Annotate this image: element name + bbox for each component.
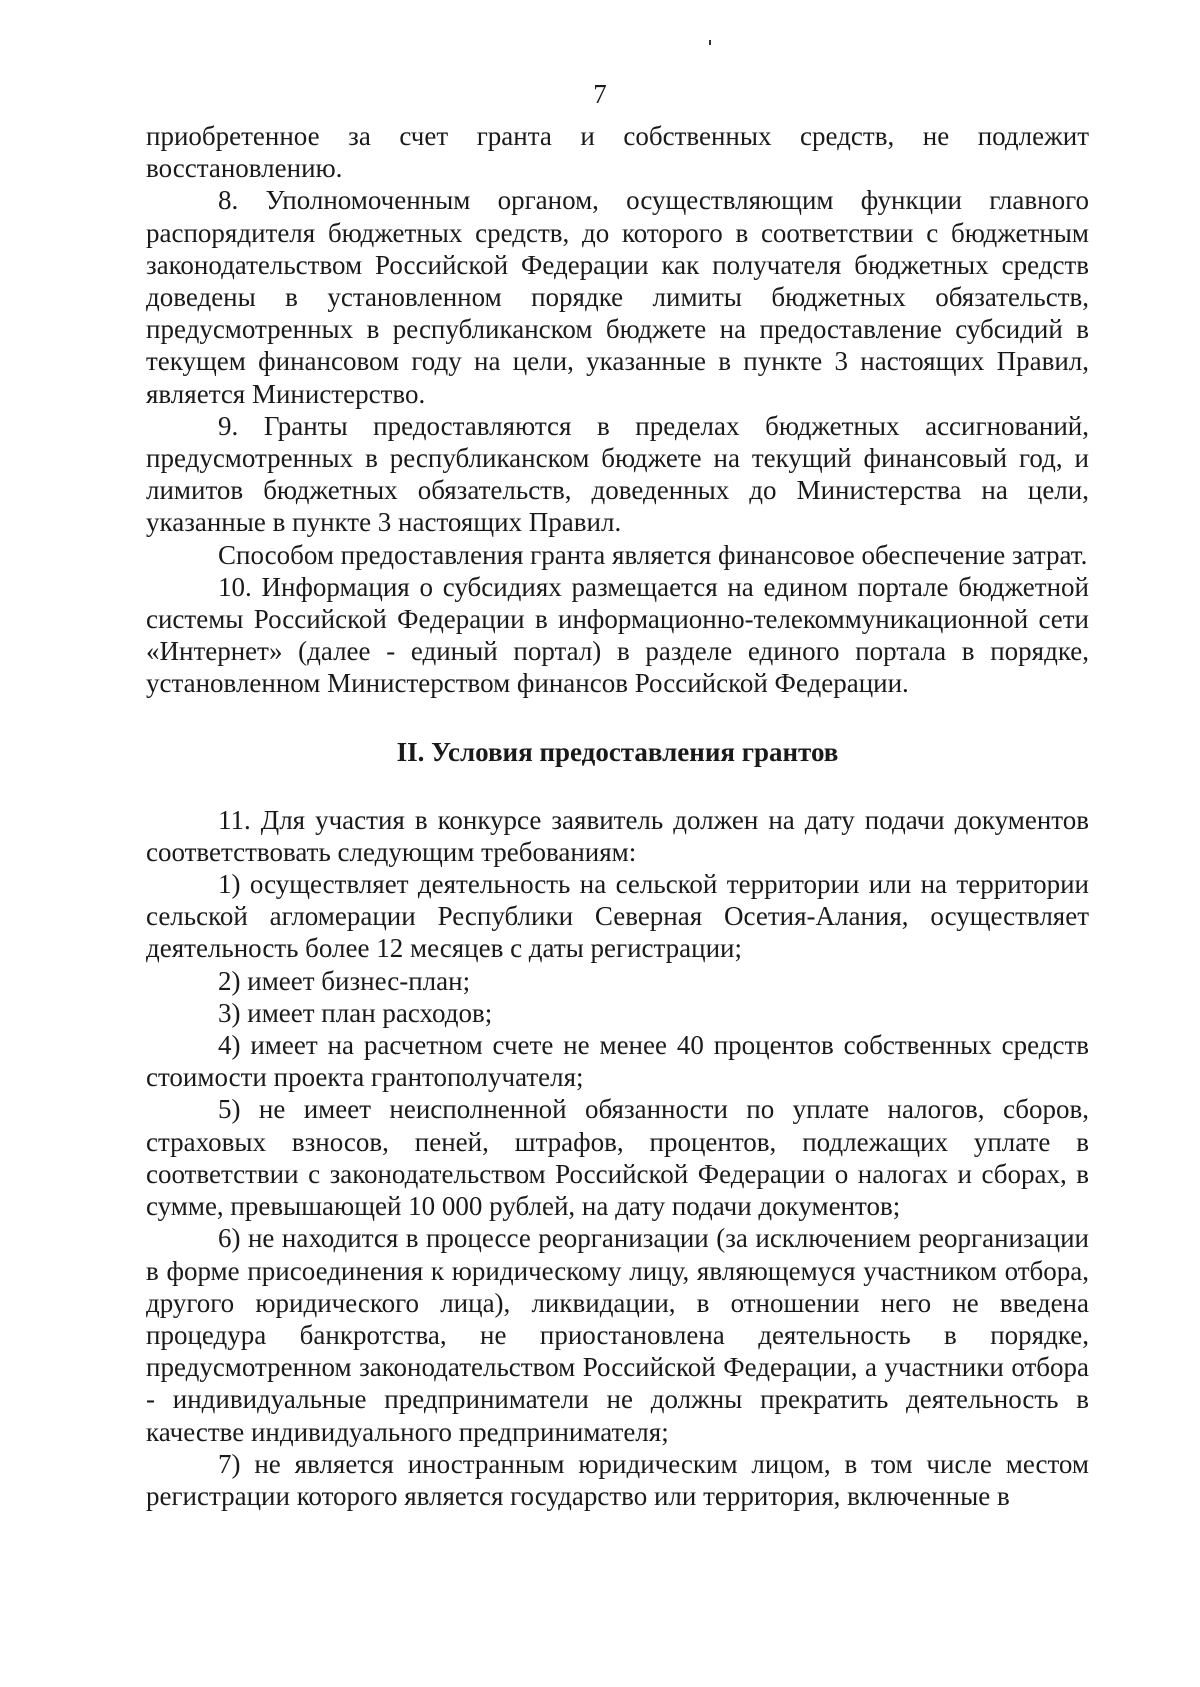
- paragraph-item-10: 10. Информация о субсидиях размещается на едином портале бюджетной системы Российской Федерации в информационно-телекоммуникационной сети «Интернет» (далее - единый портал) в разделе единого портала в порядке, установленном Министерством финансов Российской Федерации.: [146, 571, 1089, 699]
- requirement-2: 2) имеет бизнес-план;: [218, 965, 471, 996]
- page-number: 7: [593, 79, 607, 109]
- paragraph-continuation: приобретенное за счет гранта и собственных средств, не подлежит восстановлению.: [146, 121, 1089, 184]
- requirement-5: 5) не имеет неисполненной обязанности по уплате налогов, сборов, страховых взносов, пеней, штрафов, процентов, подлежащих уплате в соответствии с законодательством Российской Федерации о налогах и сборах, в сумме, превышающей 10 000 рублей, на дату подачи документов;: [146, 1094, 1089, 1222]
- requirement-3: 3) имеет план расходов;: [218, 997, 493, 1028]
- document-body: [146, 120, 1089, 1512]
- requirement-6: 6) не находится в процессе реорганизации (за исключением реорганизации в форме присоединения к юридическому лицу, являющемуся участником отбора, другого юридического лица), ликвидации, в отношении него не введена процедура банкротства, не приостановлена деятельность в порядке, предусмотренном законодательством Российской Федерации, а участники отбора - индивидуальные предприниматели не должны прекратить деятельность в качестве индивидуального предпринимателя;: [146, 1223, 1089, 1447]
- requirement-1: 1) осуществляет деятельность на сельской территории или на территории сельской агломерации Республики Северная Осетия-Алания, осуществляет деятельность более 12 месяцев с даты регистрации;: [146, 869, 1089, 964]
- section-heading: II. Условия предоставления грантов: [396, 736, 839, 767]
- paragraph-item-11: 11. Для участия в конкурсе заявитель должен на дату подачи документов соответствовать следующим требованиям:: [146, 804, 1089, 867]
- paragraph-grant-method: Способом предоставления гранта является финансовое обеспечение затрат.: [218, 539, 1088, 570]
- paragraph-item-9: 9. Гранты предоставляются в пределах бюджетных ассигнований, предусмотренных в республиканском бюджете на текущий финансовый год, и лимитов бюджетных обязательств, доведенных до Министерства на цели, указанные в пункте 3 настоящих Правил.: [146, 410, 1089, 538]
- scan-speck: [709, 40, 711, 45]
- paragraph-item-8: 8. Уполномоченным органом, осуществляющим функции главного распорядителя бюджетных средств, до которого в соответствии с бюджетным законодательством Российской Федерации как получателя бюджетных средств доведены в установленном порядке лимиты бюджетных обязательств, предусмотренных в республиканском бюджете на предоставление субсидий в текущем финансовом году на цели, указанные в пункте 3 настоящих Правил, является Министерство.: [146, 185, 1089, 409]
- requirement-7: 7) не является иностранным юридическим лицом, в том числе местом регистрации которого является государство или территория, включенные в: [146, 1448, 1089, 1511]
- requirement-4: 4) имеет на расчетном счете не менее 40 процентов собственных средств стоимости проекта грантополучателя;: [146, 1030, 1089, 1093]
